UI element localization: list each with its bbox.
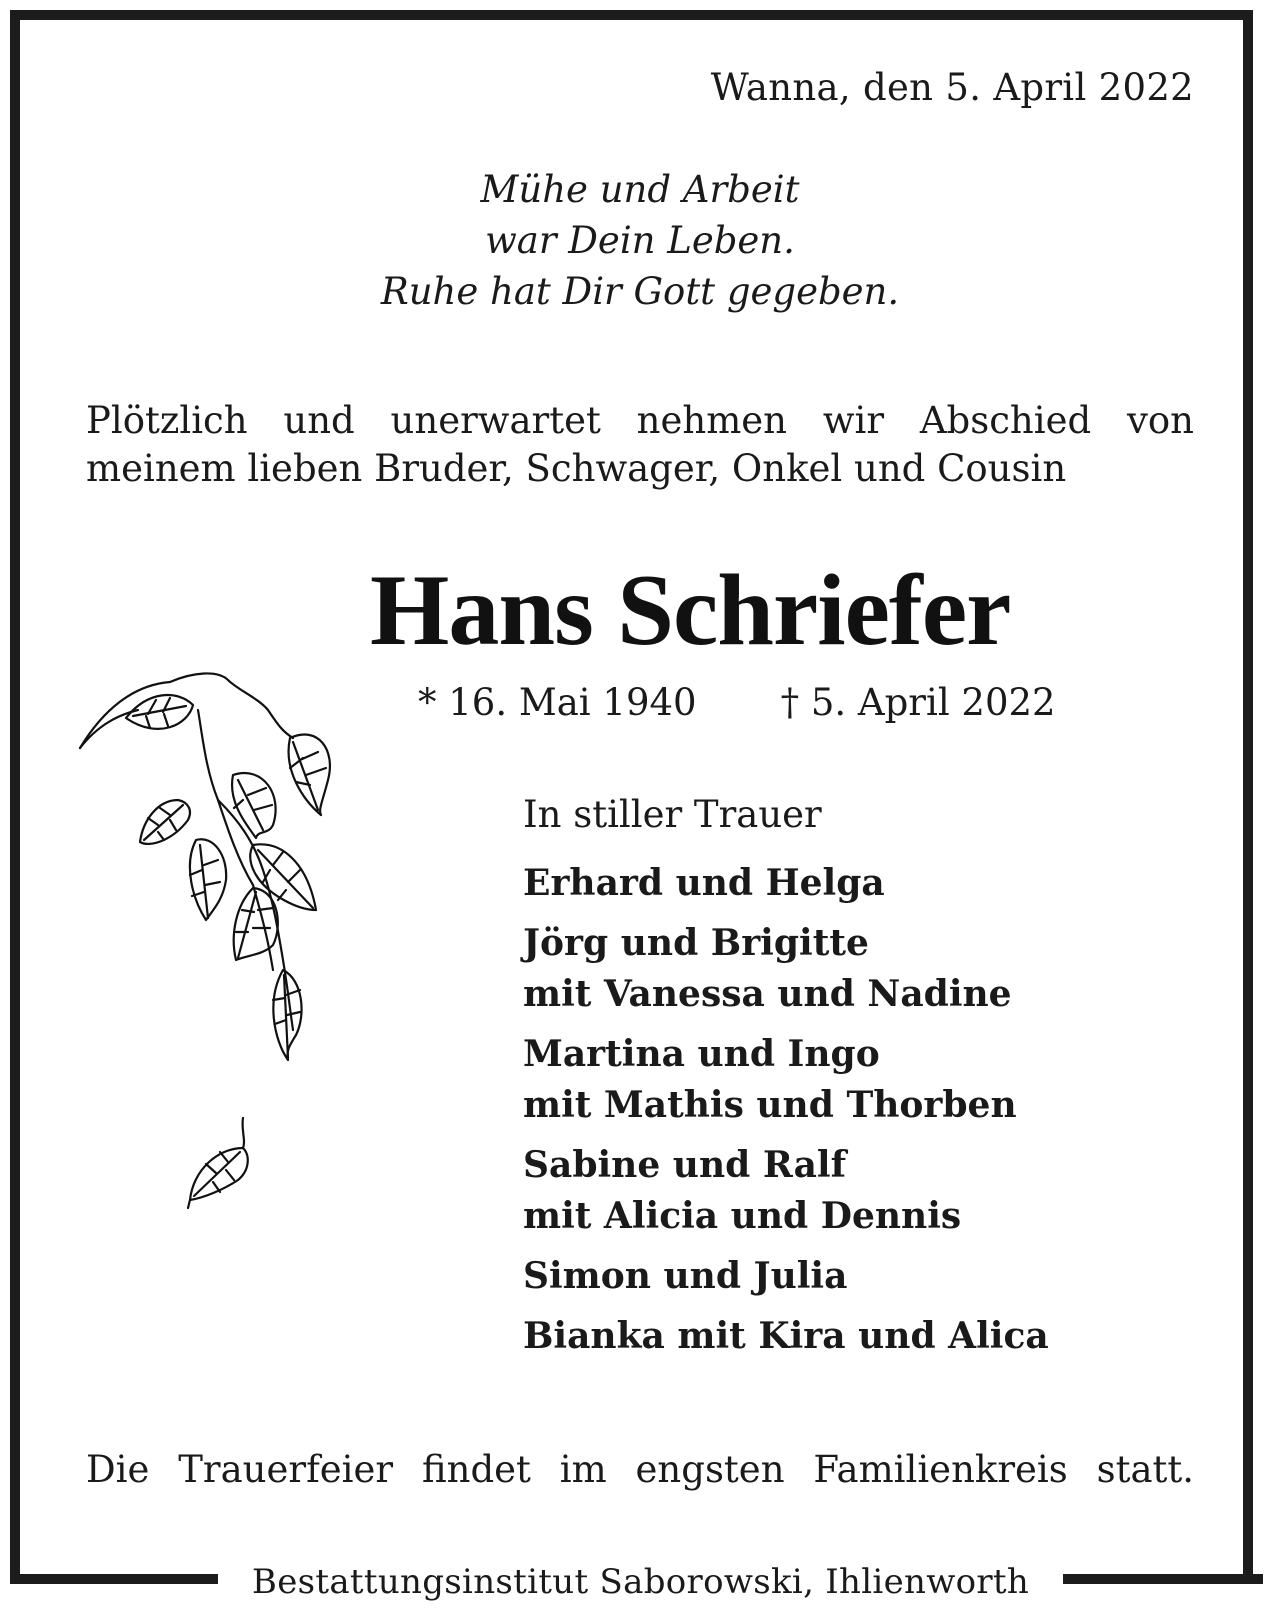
- mourner-group: [523, 1029, 1049, 1131]
- mourner-group: [523, 1251, 1049, 1302]
- mourner-line: Simon und Julia: [523, 1255, 848, 1297]
- ceremony-notice: Die Trauerfeier findet im engsten Familienkreis statt.: [86, 1448, 1194, 1491]
- date-place: Wanna, den 5. April 2022: [710, 66, 1194, 109]
- announcement-line: Plötzlich und unerwartet nehmen wir Abschied von: [86, 399, 1194, 442]
- mourner-group: [523, 918, 1049, 1020]
- footer-rule-right: [1063, 1574, 1263, 1584]
- announcement-text: [86, 397, 1194, 493]
- announcement-line: meinem lieben Bruder, Schwager, Onkel und Cousin: [86, 447, 1067, 490]
- funeral-home: Bestattungsinstitut Saborowski, Ihlienworth: [251, 1562, 1030, 1602]
- mourning-intro: In stiller Trauer: [523, 793, 822, 836]
- mourner-line: Sabine und Ralf: [523, 1144, 847, 1186]
- poem-line: war Dein Leben.: [485, 219, 795, 262]
- birch-branch-icon: [78, 670, 348, 1240]
- footer-rule-left: [10, 1574, 218, 1584]
- mourner-line: Erhard und Helga: [523, 862, 885, 904]
- death-date: † 5. April 2022: [780, 681, 1056, 724]
- mourner-line: Martina und Ingo: [523, 1033, 880, 1075]
- poem: [300, 164, 980, 317]
- mourner-list: [523, 858, 1049, 1371]
- birth-date: * 16. Mai 1940: [418, 681, 697, 724]
- poem-line: Ruhe hat Dir Gott gegeben.: [380, 270, 900, 313]
- mourner-group: [523, 858, 1049, 909]
- mourner-line: Bianka mit Kira und Alica: [523, 1315, 1049, 1357]
- mourner-line: Jörg und Brigitte: [523, 922, 869, 964]
- mourner-group: [523, 1311, 1049, 1362]
- deceased-name: Hans Schriefer: [370, 554, 1011, 667]
- mourner-line: mit Alicia und Dennis: [523, 1195, 962, 1237]
- mourner-line: mit Vanessa und Nadine: [523, 973, 1012, 1015]
- poem-line: Mühe und Arbeit: [480, 168, 800, 211]
- mourner-group: [523, 1140, 1049, 1242]
- life-dates: [418, 681, 1056, 724]
- mourner-line: mit Mathis und Thorben: [523, 1084, 1017, 1126]
